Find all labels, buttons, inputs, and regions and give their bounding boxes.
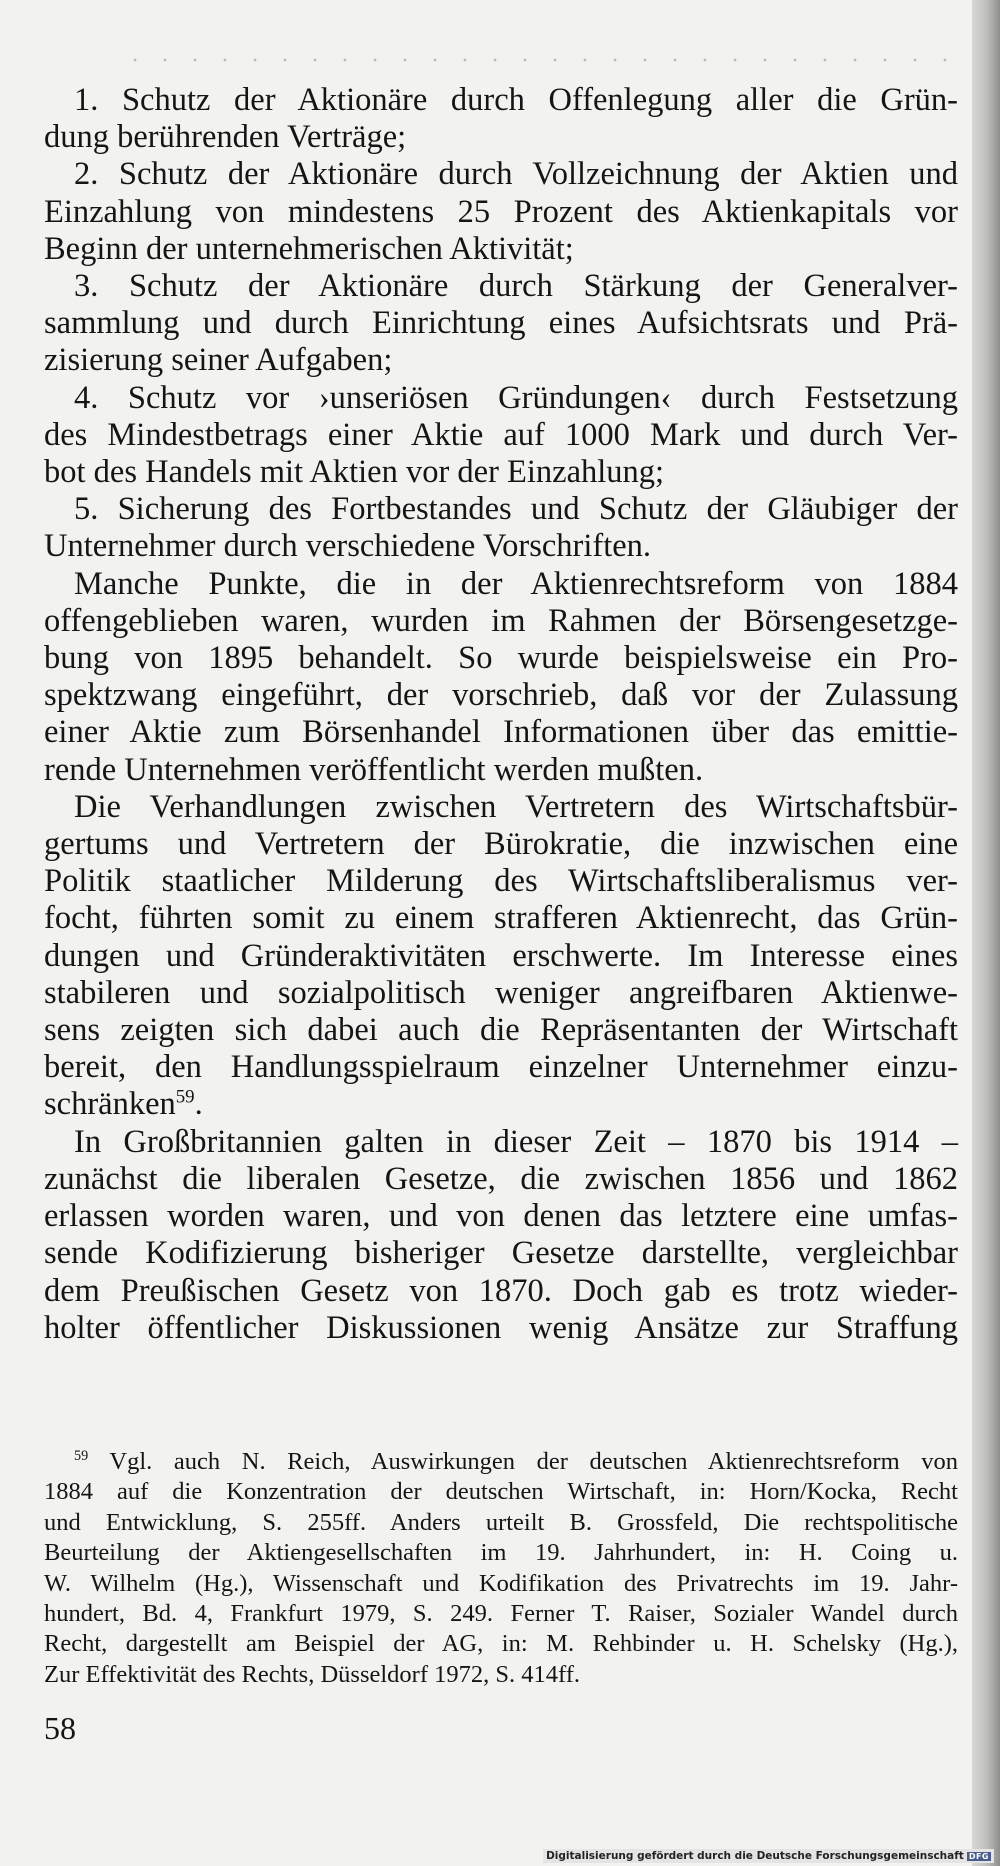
text-line: 5. Sicherung des Fortbestandes und Schutz der Gläubiger der [74,491,958,528]
text-line: rende Unternehmen veröffentlicht werden mußten. [44,751,704,788]
text-line: bereit, den Handlungsspielraum einzelner Unternehmer einzu- [44,1049,958,1086]
footnote-line: und Entwicklung, S. 255ff. Anders urteilt B. Grossfeld, Die rechtspolitische [44,1508,958,1536]
main-text [44,82,958,1347]
text-line: sens zeigten sich dabei auch die Repräsentanten der Wirtschaft [44,1012,958,1049]
text-line: stabileren und sozialpolitisch weniger angreifbaren Aktienwe- [44,974,958,1011]
text-line: 4. Schutz vor ›unseriösen Gründungen‹ durch Festsetzung [74,379,958,416]
text-line: Die Verhandlungen zwischen Vertretern des Wirtschaftsbür- [74,788,958,825]
footnote-number: 59 [74,1448,89,1465]
footnote-line: Zur Effektivität des Rechts, Düsseldorf 1972, S. 414ff. [44,1660,580,1688]
text-line: Einzahlung von mindestens 25 Prozent des Aktienkapitals vor [44,193,958,230]
footnote-line: Recht, dargestellt am Beispiel der AG, in: M. Rehbinder u. H. Schelsky (Hg.), [44,1630,958,1658]
footnote-text: Vgl. auch N. Reich, Auswirkungen der deutschen Aktienrechtsreform von [109,1448,958,1475]
text-line: zisierung seiner Aufgaben; [44,342,393,379]
text-line: sende Kodifizierung bisheriger Gesetze darstellte, vergleichbar [44,1235,958,1272]
text-line: schränken [44,1086,176,1123]
text-line: Unternehmer durch verschiedene Vorschriften. [44,528,652,565]
text-line-with-footnote-ref [44,1086,958,1123]
text-line: bung von 1895 behandelt. So wurde beispielsweise ein Pro- [44,640,958,677]
text-line: dem Preußischen Gesetz von 1870. Doch gab es trotz wieder- [44,1272,958,1309]
text-line: In Großbritannien galten in dieser Zeit – 1870 bis 1914 – [74,1123,958,1160]
text-line: 3. Schutz der Aktionäre durch Stärkung der Generalver- [74,268,958,305]
footnote-line: 1884 auf die Konzentration der deutschen Wirtschaft, in: Horn/Kocka, Recht [44,1478,958,1506]
digitization-credit [543,1849,994,1863]
text-line: spektzwang eingeführt, der vorschrieb, daß vor der Zulassung [44,677,958,714]
dotted-rule [120,58,960,62]
text-line: offengeblieben waren, wurden im Rahmen der Börsengesetzge- [44,602,958,639]
text-line: einer Aktie zum Börsenhandel Informationen über das emittie- [44,714,958,751]
page-number: 58 [44,1710,76,1746]
footnote-line [44,1447,958,1477]
text-line: dung berührenden Verträge; [44,119,407,156]
text-line: Beginn der unternehmerischen Aktivität; [44,230,574,267]
footnote-line: hundert, Bd. 4, Frankfurt 1979, S. 249. Ferner T. Raiser, Sozialer Wandel durch [44,1600,958,1628]
credit-text: Digitalisierung gefördert durch die Deutsche Forschungsgemeinschaft [546,1850,964,1862]
footnote-reference: 59 [175,1086,195,1108]
text-line: holter öffentlicher Diskussionen wenig Ansätze zur Straffung [44,1309,958,1346]
text-line: Manche Punkte, die in der Aktienrechtsreform von 1884 [74,565,958,602]
text-line: zunächst die liberalen Gesetze, die zwischen 1856 und 1862 [44,1160,958,1197]
text-line: erlassen worden waren, und von denen das letztere eine umfas- [44,1198,958,1235]
adjacent-page-edge [972,0,1000,1866]
footnote-line: Beurteilung der Aktiengesellschaften im 19. Jahrhundert, in: H. Coing u. [44,1539,958,1567]
text-line: focht, führten somit zu einem strafferen Aktienrecht, das Grün- [44,900,958,937]
text-line: des Mindestbetrags einer Aktie auf 1000 Mark und durch Ver- [44,416,958,453]
text-line: bot des Handels mit Aktien vor der Einzahlung; [44,454,665,491]
text-line: sammlung und durch Einrichtung eines Aufsichtsrats und Prä- [44,305,958,342]
text-line: gertums und Vertretern der Bürokratie, die inzwischen eine [44,826,958,863]
text-line: dungen und Gründeraktivitäten erschwerte. Im Interesse eines [44,937,958,974]
text-line: Politik staatlicher Milderung des Wirtschaftsliberalismus ver- [44,863,958,900]
text-line-end: . [194,1086,203,1123]
text-line: 1. Schutz der Aktionäre durch Offenlegung aller die Grün- [74,82,958,118]
text-line: 2. Schutz der Aktionäre durch Vollzeichnung der Aktien und [74,156,958,193]
dfg-logo-icon: DFG [968,1851,989,1861]
footnote-line: W. Wilhelm (Hg.), Wissenschaft und Kodifikation des Privatrechts im 19. Jahr- [44,1569,958,1597]
footnote [44,1447,958,1690]
